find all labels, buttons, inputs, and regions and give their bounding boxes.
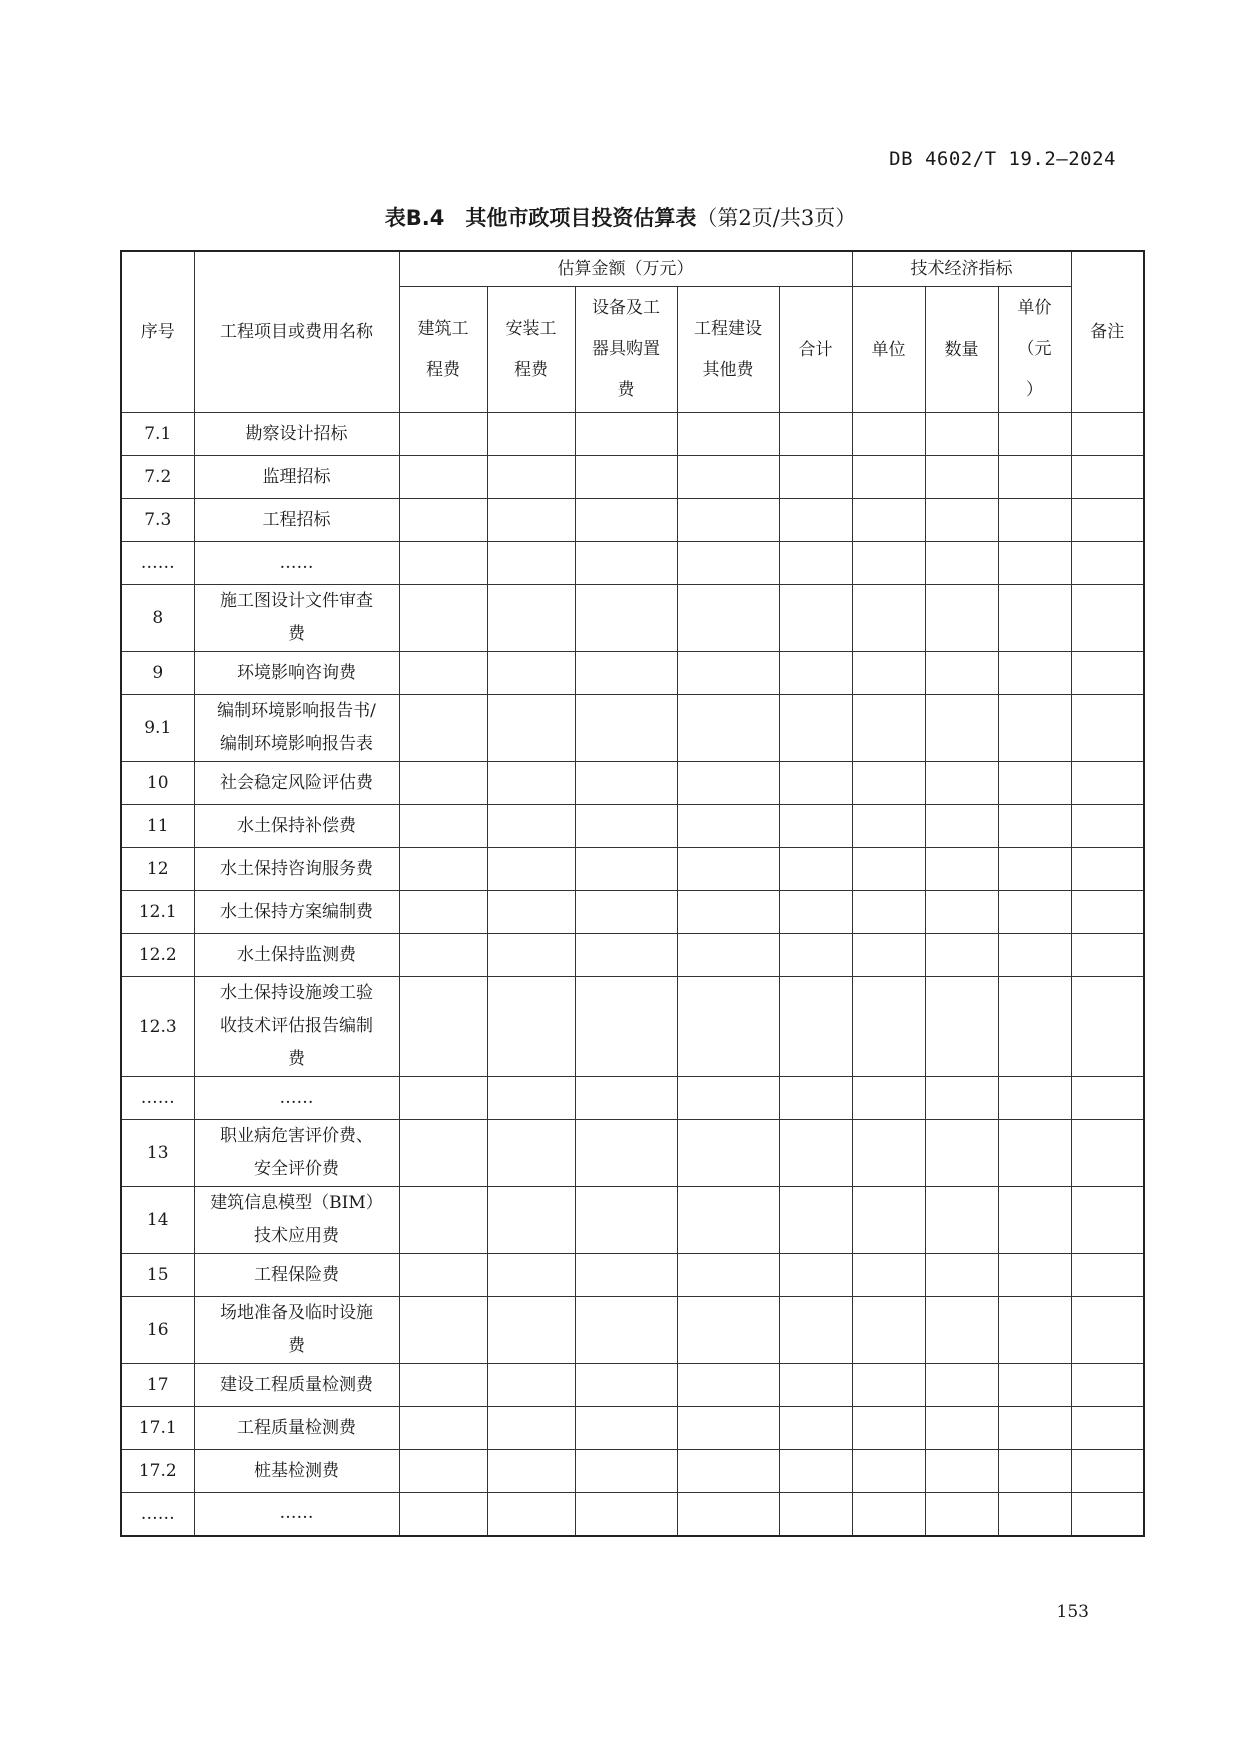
row-item-name: …… [194, 1077, 399, 1120]
table-row [121, 413, 1144, 456]
cell-build [399, 934, 487, 977]
cell-unit [852, 1077, 925, 1120]
cell-price [998, 1297, 1071, 1364]
header-unit: 单位 [852, 287, 925, 413]
cell-price [998, 977, 1071, 1077]
cell-note [1071, 1077, 1144, 1120]
cell-unit [852, 848, 925, 891]
table-row [121, 456, 1144, 499]
cell-other [677, 1077, 779, 1120]
cell-equip [575, 542, 677, 585]
cell-note [1071, 977, 1144, 1077]
cell-unit [852, 1493, 925, 1536]
cell-qty [925, 1254, 998, 1297]
row-number: 12.2 [121, 934, 194, 977]
table-row [121, 762, 1144, 805]
cell-price [998, 1254, 1071, 1297]
cell-other [677, 848, 779, 891]
header-equip: 设备及工 器具购置 费 [575, 287, 677, 413]
cell-other [677, 805, 779, 848]
estimate-table [120, 250, 1145, 1537]
cell-build [399, 1364, 487, 1407]
row-item-name: …… [194, 1493, 399, 1536]
row-item-name: 水土保持方案编制费 [194, 891, 399, 934]
table-row [121, 848, 1144, 891]
cell-unit [852, 585, 925, 652]
cell-qty [925, 652, 998, 695]
cell-unit [852, 1254, 925, 1297]
header-note: 备注 [1071, 251, 1144, 413]
row-number: 9 [121, 652, 194, 695]
cell-qty [925, 1407, 998, 1450]
table-row [121, 1187, 1144, 1254]
cell-equip [575, 499, 677, 542]
cell-unit [852, 762, 925, 805]
cell-build [399, 456, 487, 499]
cell-build [399, 1450, 487, 1493]
cell-install [487, 1450, 575, 1493]
header-install: 安装工 程费 [487, 287, 575, 413]
cell-other [677, 1364, 779, 1407]
cell-total [779, 1407, 852, 1450]
cell-unit [852, 1297, 925, 1364]
header-estimate-group: 估算金额（万元） [399, 251, 852, 287]
cell-note [1071, 1297, 1144, 1364]
cell-qty [925, 762, 998, 805]
table-row [121, 1450, 1144, 1493]
cell-equip [575, 1254, 677, 1297]
cell-build [399, 805, 487, 848]
header-price: 单价 （元 ） [998, 287, 1071, 413]
row-number: 10 [121, 762, 194, 805]
cell-other [677, 542, 779, 585]
cell-other [677, 1493, 779, 1536]
cell-install [487, 1187, 575, 1254]
cell-equip [575, 652, 677, 695]
cell-other [677, 1407, 779, 1450]
cell-unit [852, 934, 925, 977]
cell-build [399, 652, 487, 695]
cell-price [998, 1364, 1071, 1407]
cell-total [779, 1077, 852, 1120]
table-title-page: （第2页/共3页） [696, 206, 857, 230]
row-item-name: …… [194, 542, 399, 585]
cell-price [998, 1493, 1071, 1536]
cell-total [779, 413, 852, 456]
cell-build [399, 585, 487, 652]
cell-equip [575, 1493, 677, 1536]
cell-other [677, 695, 779, 762]
cell-price [998, 848, 1071, 891]
cell-install [487, 1077, 575, 1120]
table-row [121, 1254, 1144, 1297]
cell-equip [575, 977, 677, 1077]
table-row [121, 695, 1144, 762]
cell-note [1071, 805, 1144, 848]
cell-equip [575, 585, 677, 652]
cell-other [677, 762, 779, 805]
cell-other [677, 413, 779, 456]
row-number: 15 [121, 1254, 194, 1297]
cell-price [998, 585, 1071, 652]
cell-total [779, 1120, 852, 1187]
cell-install [487, 1364, 575, 1407]
table-row [121, 977, 1144, 1077]
cell-qty [925, 1493, 998, 1536]
cell-qty [925, 585, 998, 652]
cell-install [487, 805, 575, 848]
cell-build [399, 1297, 487, 1364]
cell-install [487, 1120, 575, 1187]
cell-install [487, 585, 575, 652]
cell-price [998, 934, 1071, 977]
header-other: 工程建设 其他费 [677, 287, 779, 413]
cell-unit [852, 977, 925, 1077]
cell-qty [925, 499, 998, 542]
cell-total [779, 1493, 852, 1536]
cell-unit [852, 652, 925, 695]
cell-other [677, 585, 779, 652]
table-row [121, 934, 1144, 977]
cell-note [1071, 1120, 1144, 1187]
cell-note [1071, 1450, 1144, 1493]
row-item-name: 社会稳定风险评估费 [194, 762, 399, 805]
row-item-name: 工程保险费 [194, 1254, 399, 1297]
cell-install [487, 413, 575, 456]
cell-other [677, 891, 779, 934]
row-item-name: 施工图设计文件审查 费 [194, 585, 399, 652]
cell-build [399, 1407, 487, 1450]
cell-equip [575, 891, 677, 934]
cell-qty [925, 1120, 998, 1187]
cell-other [677, 456, 779, 499]
table-row [121, 1364, 1144, 1407]
cell-note [1071, 1407, 1144, 1450]
cell-unit [852, 1187, 925, 1254]
cell-note [1071, 413, 1144, 456]
cell-total [779, 456, 852, 499]
page-number: 153 [1056, 1602, 1089, 1622]
cell-install [487, 977, 575, 1077]
cell-other [677, 1254, 779, 1297]
table-row [121, 585, 1144, 652]
cell-price [998, 652, 1071, 695]
row-number: 12 [121, 848, 194, 891]
cell-build [399, 977, 487, 1077]
cell-other [677, 934, 779, 977]
cell-install [487, 848, 575, 891]
cell-total [779, 762, 852, 805]
row-number: 7.2 [121, 456, 194, 499]
table-row [121, 499, 1144, 542]
cell-unit [852, 1450, 925, 1493]
cell-install [487, 1407, 575, 1450]
cell-qty [925, 805, 998, 848]
cell-equip [575, 1077, 677, 1120]
cell-build [399, 1254, 487, 1297]
cell-equip [575, 456, 677, 499]
cell-total [779, 934, 852, 977]
cell-total [779, 891, 852, 934]
cell-price [998, 762, 1071, 805]
row-item-name: 桩基检测费 [194, 1450, 399, 1493]
cell-total [779, 585, 852, 652]
cell-qty [925, 977, 998, 1077]
header-seq: 序号 [121, 251, 194, 413]
cell-price [998, 1120, 1071, 1187]
cell-total [779, 848, 852, 891]
row-item-name: 水土保持设施竣工验 收技术评估报告编制 费 [194, 977, 399, 1077]
cell-unit [852, 456, 925, 499]
row-number: 7.3 [121, 499, 194, 542]
cell-equip [575, 413, 677, 456]
cell-note [1071, 848, 1144, 891]
cell-equip [575, 695, 677, 762]
row-number: 8 [121, 585, 194, 652]
cell-equip [575, 1120, 677, 1187]
cell-note [1071, 934, 1144, 977]
cell-unit [852, 1120, 925, 1187]
cell-qty [925, 542, 998, 585]
cell-equip [575, 805, 677, 848]
cell-qty [925, 695, 998, 762]
cell-price [998, 695, 1071, 762]
row-number: 12.1 [121, 891, 194, 934]
row-number: …… [121, 1493, 194, 1536]
cell-total [779, 1364, 852, 1407]
cell-price [998, 1077, 1071, 1120]
cell-unit [852, 542, 925, 585]
cell-total [779, 542, 852, 585]
cell-qty [925, 848, 998, 891]
cell-unit [852, 413, 925, 456]
cell-build [399, 1077, 487, 1120]
cell-equip [575, 762, 677, 805]
row-number: 16 [121, 1297, 194, 1364]
standard-number: DB 4602/T 19.2—2024 [889, 148, 1116, 170]
table-title [0, 202, 1241, 232]
cell-build [399, 542, 487, 585]
cell-install [487, 456, 575, 499]
cell-unit [852, 805, 925, 848]
cell-price [998, 1187, 1071, 1254]
cell-unit [852, 1364, 925, 1407]
cell-price [998, 1407, 1071, 1450]
cell-unit [852, 1407, 925, 1450]
cell-note [1071, 891, 1144, 934]
row-number: 17.1 [121, 1407, 194, 1450]
cell-build [399, 762, 487, 805]
cell-total [779, 1450, 852, 1493]
row-item-name: 水土保持监测费 [194, 934, 399, 977]
cell-note [1071, 499, 1144, 542]
cell-install [487, 1297, 575, 1364]
row-item-name: 监理招标 [194, 456, 399, 499]
cell-note [1071, 456, 1144, 499]
cell-price [998, 542, 1071, 585]
cell-build [399, 499, 487, 542]
cell-total [779, 652, 852, 695]
cell-build [399, 695, 487, 762]
cell-install [487, 1254, 575, 1297]
cell-other [677, 1120, 779, 1187]
cell-install [487, 1493, 575, 1536]
row-item-name: 场地准备及临时设施 费 [194, 1297, 399, 1364]
table-row [121, 1407, 1144, 1450]
cell-install [487, 891, 575, 934]
cell-note [1071, 762, 1144, 805]
cell-build [399, 413, 487, 456]
cell-install [487, 762, 575, 805]
cell-note [1071, 1364, 1144, 1407]
cell-qty [925, 1187, 998, 1254]
table-row [121, 1120, 1144, 1187]
cell-install [487, 652, 575, 695]
cell-unit [852, 891, 925, 934]
row-item-name: 编制环境影响报告书/ 编制环境影响报告表 [194, 695, 399, 762]
cell-install [487, 499, 575, 542]
cell-other [677, 652, 779, 695]
row-number: 17 [121, 1364, 194, 1407]
cell-total [779, 695, 852, 762]
header-total: 合计 [779, 287, 852, 413]
row-item-name: 工程招标 [194, 499, 399, 542]
cell-total [779, 499, 852, 542]
cell-qty [925, 1364, 998, 1407]
row-number: …… [121, 542, 194, 585]
row-item-name: 水土保持补偿费 [194, 805, 399, 848]
cell-qty [925, 934, 998, 977]
cell-qty [925, 456, 998, 499]
header-build: 建筑工 程费 [399, 287, 487, 413]
cell-price [998, 456, 1071, 499]
cell-equip [575, 848, 677, 891]
row-number: 17.2 [121, 1450, 194, 1493]
cell-price [998, 805, 1071, 848]
row-number: 12.3 [121, 977, 194, 1077]
cell-install [487, 542, 575, 585]
cell-build [399, 848, 487, 891]
cell-price [998, 413, 1071, 456]
cell-qty [925, 1450, 998, 1493]
cell-note [1071, 1254, 1144, 1297]
cell-total [779, 1297, 852, 1364]
cell-total [779, 1254, 852, 1297]
cell-build [399, 1120, 487, 1187]
table-row [121, 1077, 1144, 1120]
cell-qty [925, 1297, 998, 1364]
row-item-name: 勘察设计招标 [194, 413, 399, 456]
row-item-name: 水土保持咨询服务费 [194, 848, 399, 891]
table-row [121, 805, 1144, 848]
cell-equip [575, 1407, 677, 1450]
table-row [121, 542, 1144, 585]
cell-unit [852, 499, 925, 542]
row-number: 11 [121, 805, 194, 848]
row-item-name: 建筑信息模型（BIM） 技术应用费 [194, 1187, 399, 1254]
header-name: 工程项目或费用名称 [194, 251, 399, 413]
table-row [121, 1493, 1144, 1536]
cell-equip [575, 1364, 677, 1407]
cell-total [779, 977, 852, 1077]
cell-other [677, 499, 779, 542]
row-item-name: 建设工程质量检测费 [194, 1364, 399, 1407]
cell-price [998, 1450, 1071, 1493]
cell-equip [575, 1187, 677, 1254]
cell-other [677, 1297, 779, 1364]
cell-note [1071, 695, 1144, 762]
row-item-name: 职业病危害评价费、 安全评价费 [194, 1120, 399, 1187]
row-number: 7.1 [121, 413, 194, 456]
cell-other [677, 1187, 779, 1254]
cell-qty [925, 413, 998, 456]
header-qty: 数量 [925, 287, 998, 413]
row-item-name: 工程质量检测费 [194, 1407, 399, 1450]
cell-build [399, 891, 487, 934]
row-item-name: 环境影响咨询费 [194, 652, 399, 695]
cell-price [998, 891, 1071, 934]
cell-other [677, 977, 779, 1077]
header-tech-group: 技术经济指标 [852, 251, 1071, 287]
cell-qty [925, 891, 998, 934]
cell-other [677, 1450, 779, 1493]
cell-build [399, 1493, 487, 1536]
cell-note [1071, 1187, 1144, 1254]
cell-equip [575, 934, 677, 977]
table-row [121, 652, 1144, 695]
cell-build [399, 1187, 487, 1254]
cell-install [487, 695, 575, 762]
row-number: 14 [121, 1187, 194, 1254]
cell-note [1071, 585, 1144, 652]
cell-equip [575, 1450, 677, 1493]
table-title-main: 表B.4 其他市政项目投资估算表 [384, 206, 697, 230]
row-number: 13 [121, 1120, 194, 1187]
cell-qty [925, 1077, 998, 1120]
cell-total [779, 1187, 852, 1254]
cell-note [1071, 1493, 1144, 1536]
table-row [121, 891, 1144, 934]
row-number: …… [121, 1077, 194, 1120]
cell-price [998, 499, 1071, 542]
cell-equip [575, 1297, 677, 1364]
table-row [121, 1297, 1144, 1364]
cell-unit [852, 695, 925, 762]
row-number: 9.1 [121, 695, 194, 762]
cell-note [1071, 652, 1144, 695]
cell-install [487, 934, 575, 977]
cell-note [1071, 542, 1144, 585]
cell-total [779, 805, 852, 848]
